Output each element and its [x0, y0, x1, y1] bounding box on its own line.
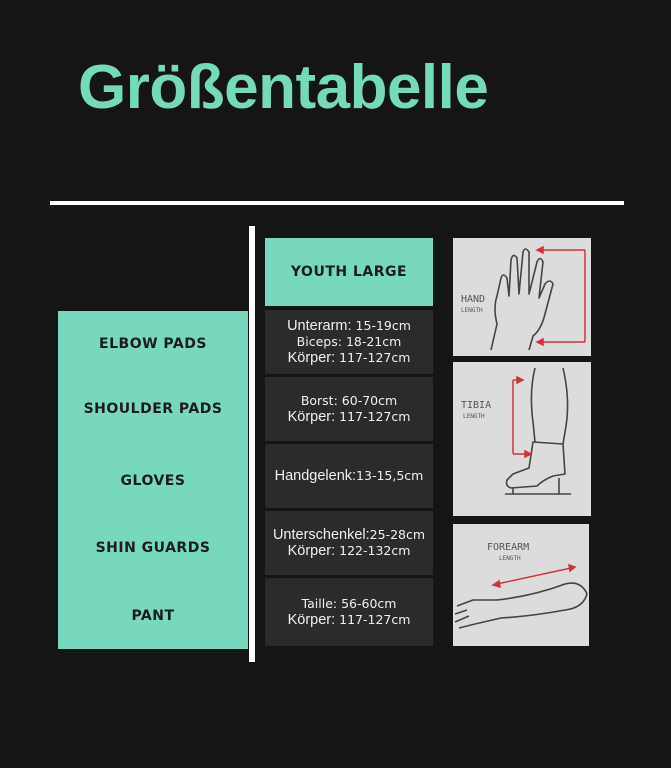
category-shin-guards: SHIN GUARDS — [95, 540, 211, 556]
category-panel — [58, 311, 248, 649]
measurement-elbow-pads — [265, 310, 433, 374]
measurement-gloves — [265, 444, 433, 508]
illustration-caption: LENGTH — [463, 413, 485, 420]
measurement-line: Körper: 117-127cm — [287, 350, 411, 366]
hand-length-illustration — [453, 238, 591, 356]
measurement-shin-guards — [265, 511, 433, 575]
illustration-caption: FOREARM — [487, 542, 530, 553]
measurement-shoulder-pads — [265, 377, 433, 441]
illustration-caption: TIBIA — [461, 400, 492, 411]
category-elbow-pads: ELBOW PADS — [99, 336, 207, 352]
measurement-line: Körper: 117-127cm — [287, 612, 411, 628]
measurement-line: Biceps: 18-21cm — [296, 334, 402, 349]
measurement-line: Borst: 60-70cm — [300, 393, 398, 408]
size-header: YOUTH LARGE — [265, 238, 433, 306]
measurement-pant — [265, 578, 433, 646]
hand-length-icon — [453, 238, 591, 356]
horizontal-divider — [50, 201, 624, 205]
vertical-divider — [249, 226, 255, 662]
category-pant: PANT — [131, 608, 175, 624]
measurement-line: Unterarm: 15-19cm — [287, 318, 411, 334]
illustration-caption: LENGTH — [461, 307, 483, 314]
tibia-length-icon — [453, 362, 591, 516]
illustration-caption: HAND — [461, 294, 486, 305]
tibia-length-illustration — [453, 362, 591, 516]
page-title: Größentabelle — [78, 53, 489, 122]
illustration-caption: LENGTH — [499, 555, 521, 562]
category-shoulder-pads: SHOULDER PADS — [83, 401, 223, 417]
measurement-line: Körper: 117-127cm — [287, 409, 411, 425]
measurement-line: Taille: 56-60cm — [301, 596, 397, 611]
forearm-length-illustration — [453, 524, 589, 646]
forearm-length-icon — [453, 524, 589, 646]
measurement-line: Handgelenk:13-15,5cm — [274, 468, 424, 484]
measurement-line: Unterschenkel:25-28cm — [272, 527, 426, 543]
category-gloves: GLOVES — [120, 473, 186, 489]
measurement-line: Körper: 122-132cm — [287, 543, 411, 559]
